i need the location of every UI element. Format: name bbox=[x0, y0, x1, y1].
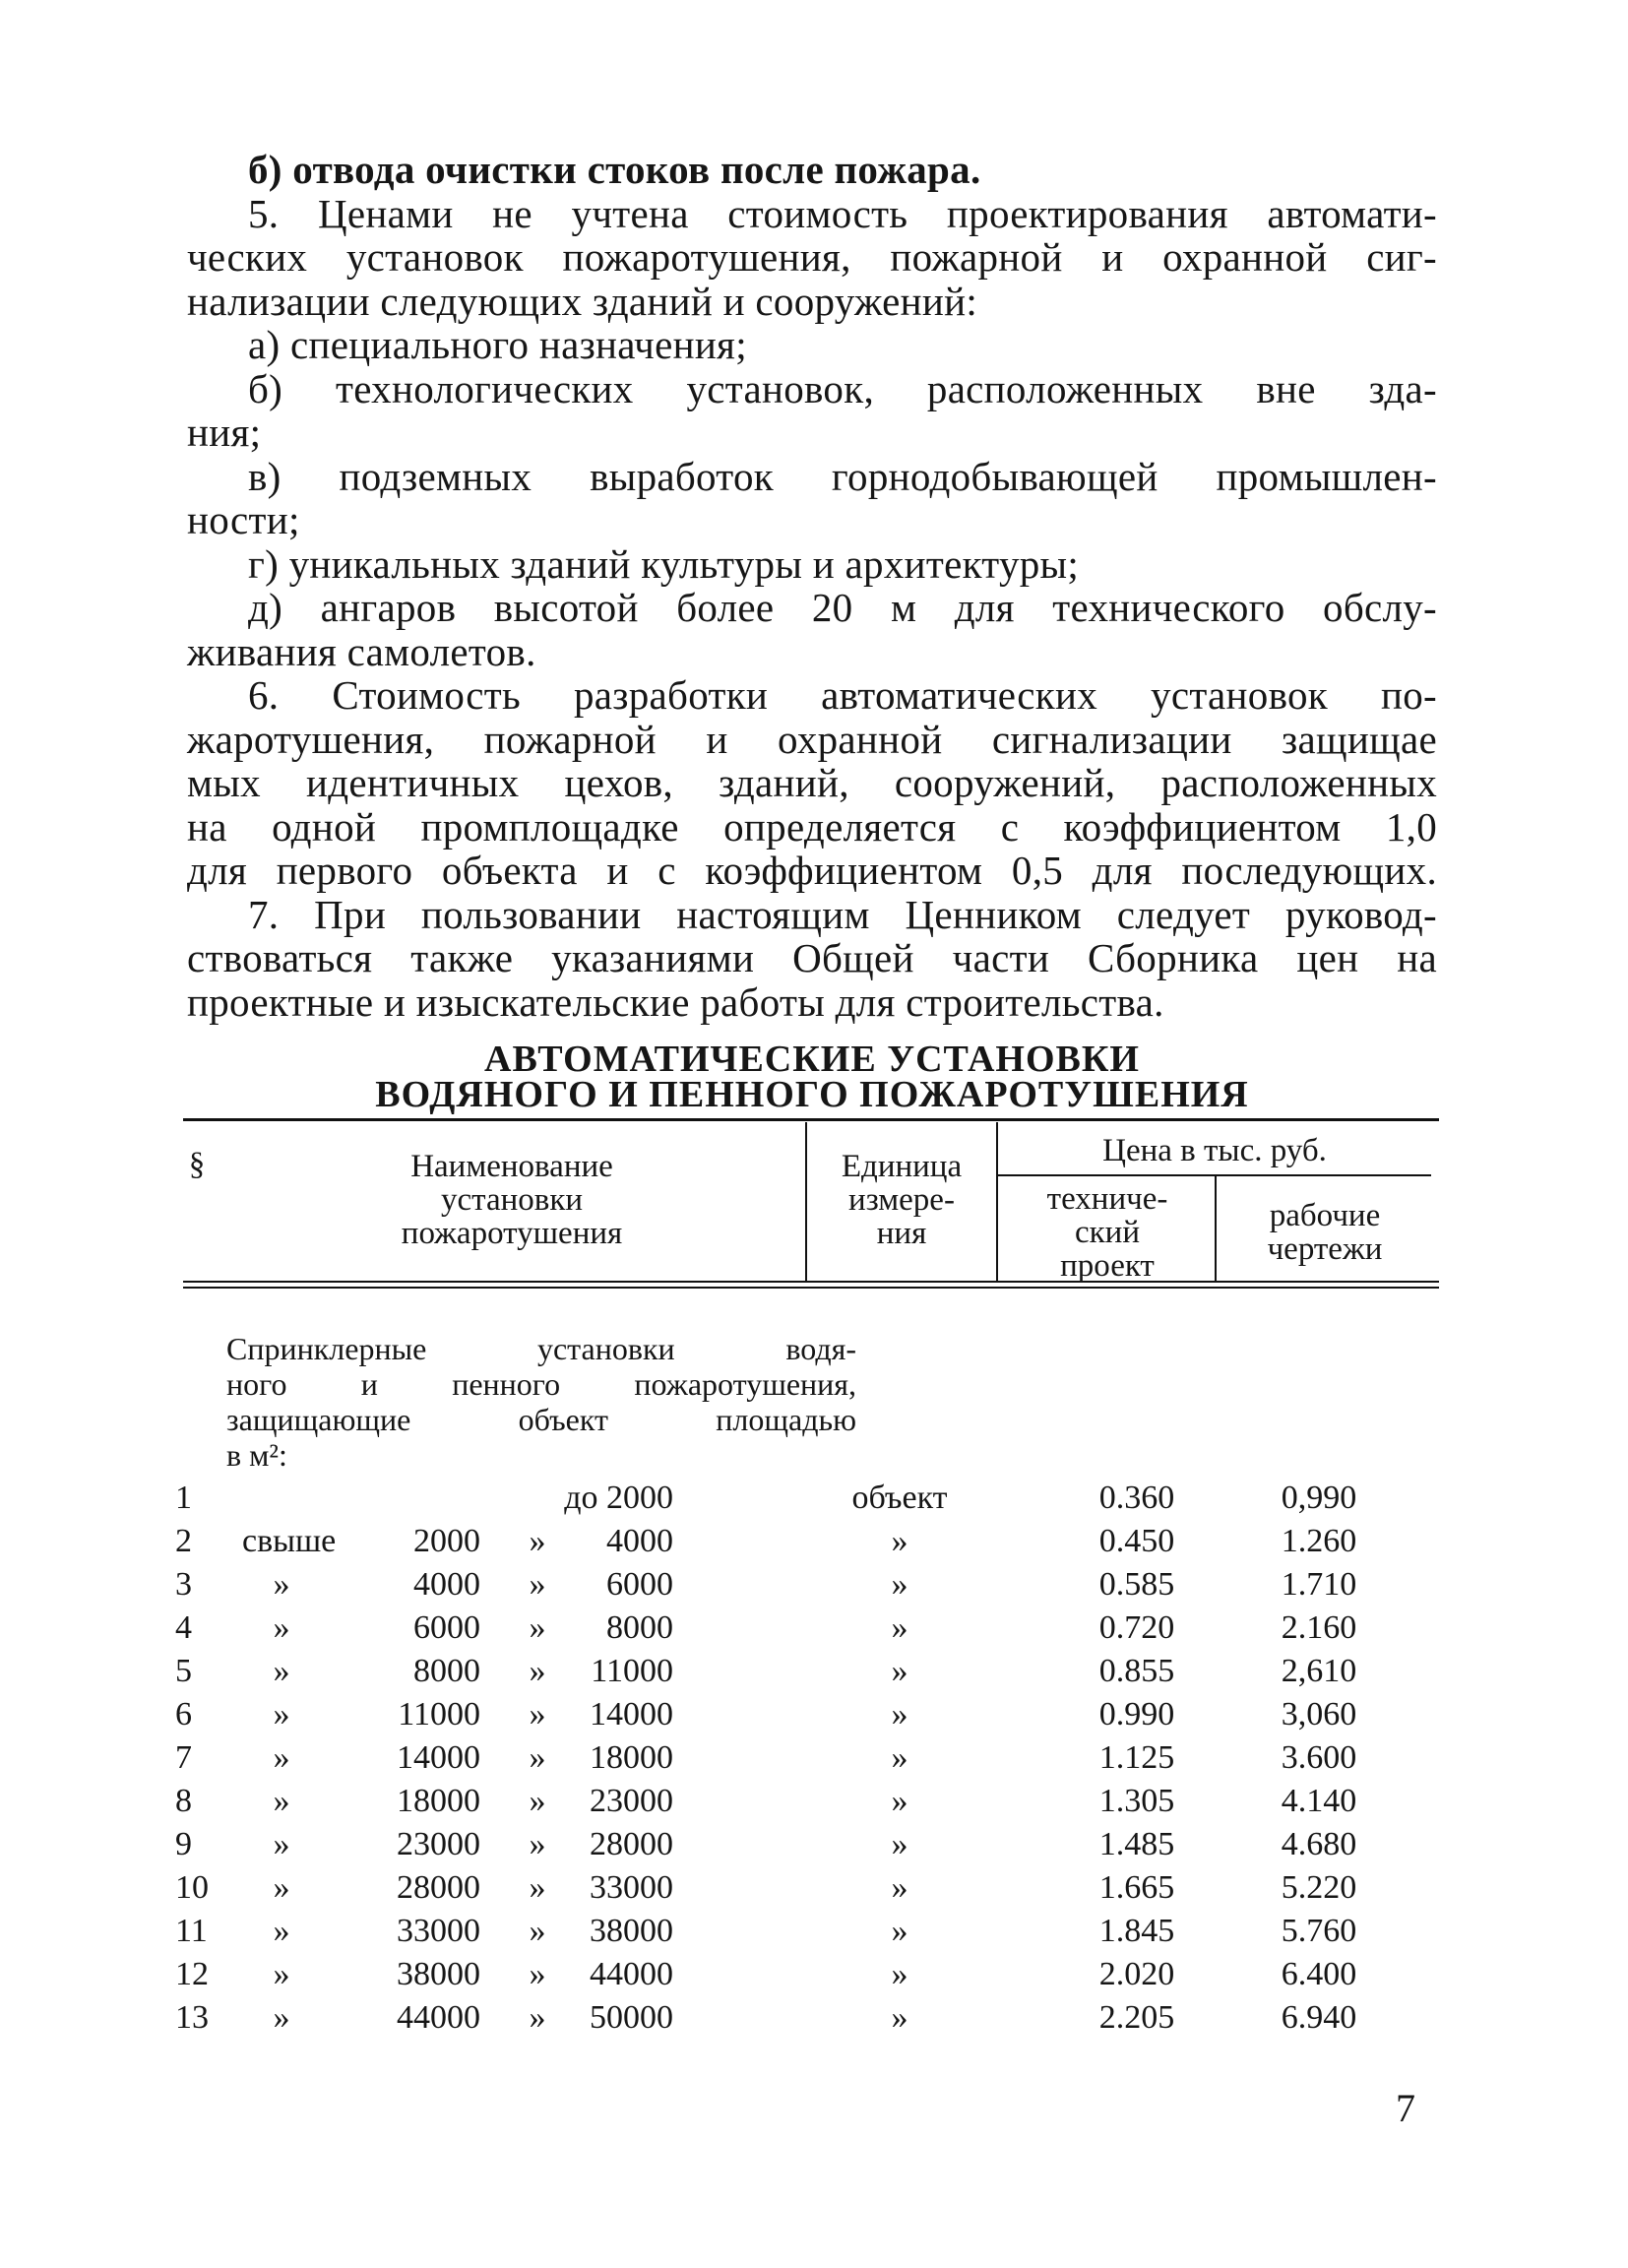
cell-p2: 0,990 bbox=[1281, 1480, 1357, 1516]
header-tech-line: техниче- bbox=[1046, 1181, 1168, 1217]
table-row bbox=[0, 1953, 1628, 1996]
cell-unit: » bbox=[891, 1913, 908, 1949]
table-row bbox=[0, 1780, 1628, 1823]
cell-high: 28000 bbox=[590, 1826, 673, 1862]
body-text bbox=[187, 148, 1437, 1024]
cell-p1: 1.845 bbox=[1098, 1913, 1175, 1949]
cell-p2: 4.140 bbox=[1281, 1783, 1357, 1819]
cell-high: 11000 bbox=[591, 1653, 673, 1689]
paragraph-line: на одной промплощадке определяется с коэффициентом 1,0 bbox=[187, 803, 1437, 850]
cell-high: 50000 bbox=[590, 1999, 673, 2036]
cell-mid: » bbox=[529, 1696, 546, 1732]
cell-p2: 5.220 bbox=[1281, 1869, 1357, 1906]
cell-low: 38000 bbox=[397, 1956, 480, 1992]
cell-high: 8000 bbox=[606, 1609, 673, 1646]
table-row bbox=[0, 1606, 1628, 1650]
cell-n: 9 bbox=[175, 1826, 192, 1862]
cell-n: 8 bbox=[175, 1783, 192, 1819]
cell-from: » bbox=[273, 1739, 290, 1776]
cell-from: » bbox=[273, 1696, 290, 1732]
cell-p2: 4.680 bbox=[1281, 1826, 1357, 1862]
paragraph-line: ности; bbox=[187, 497, 300, 542]
header-name-line: установки bbox=[440, 1182, 584, 1218]
cell-low: 44000 bbox=[397, 1999, 480, 2036]
cell-p1: 1.665 bbox=[1098, 1869, 1175, 1906]
paragraph-line: в) подземных выработок горнодобывающей промышлен- bbox=[248, 453, 1437, 499]
cell-n: 13 bbox=[175, 1999, 209, 2036]
table-header-bottom-rule bbox=[183, 1287, 1439, 1289]
header-work-line: рабочие bbox=[1269, 1198, 1381, 1233]
header-tech bbox=[1000, 1182, 1215, 1283]
cell-p2: 3.600 bbox=[1281, 1739, 1357, 1776]
intro-line: ного и пенного пожаротушения, bbox=[226, 1366, 856, 1402]
table-row bbox=[0, 1910, 1628, 1953]
intro-line: защищающие объект площадью bbox=[226, 1402, 856, 1437]
paragraph-line: 5. Ценами не учтена стоимость проектирования автомати- bbox=[248, 190, 1437, 236]
cell-mid: » bbox=[529, 1653, 546, 1689]
paragraph-line: а) специального назначения; bbox=[248, 322, 747, 367]
cell-n: 1 bbox=[175, 1480, 192, 1516]
cell-n: 12 bbox=[175, 1956, 209, 1992]
cell-n: 10 bbox=[175, 1869, 209, 1906]
header-unit-line: измере- bbox=[848, 1182, 955, 1218]
cell-low: 28000 bbox=[397, 1869, 480, 1906]
cell-mid: » bbox=[529, 1826, 546, 1862]
cell-p1: 2.020 bbox=[1098, 1956, 1175, 1992]
cell-low: 8000 bbox=[413, 1653, 480, 1689]
paragraph-line: нализации следующих зданий и сооружений: bbox=[187, 278, 978, 324]
paragraph-line: живания самолетов. bbox=[187, 628, 536, 674]
cell-from: » bbox=[273, 1653, 290, 1689]
intro-line: Спринклерные установки водя- bbox=[226, 1331, 856, 1366]
cell-unit: » bbox=[891, 1566, 908, 1603]
header-price: Цена в тыс. руб. bbox=[1102, 1133, 1327, 1168]
cell-unit: » bbox=[891, 1523, 908, 1559]
cell-from: » bbox=[273, 1999, 290, 2036]
cell-high: до 2000 bbox=[564, 1480, 673, 1516]
paragraph-line: ния; bbox=[187, 410, 262, 455]
table-row bbox=[0, 1823, 1628, 1866]
cell-high: 23000 bbox=[590, 1783, 673, 1819]
header-name-line: пожаротушения bbox=[401, 1216, 623, 1251]
cell-low: 33000 bbox=[397, 1913, 480, 1949]
cell-n: 11 bbox=[175, 1913, 208, 1949]
cell-mid: » bbox=[529, 1783, 546, 1819]
cell-unit: » bbox=[891, 1653, 908, 1689]
paragraph-line: жаротушения, пожарной и охранной сигнализации защищае bbox=[187, 716, 1437, 762]
section-title-line2: ВОДЯНОГО И ПЕННОГО ПОЖАРОТУШЕНИЯ bbox=[375, 1074, 1249, 1115]
intro-line: в м²: bbox=[226, 1437, 287, 1473]
cell-low: 2000 bbox=[413, 1523, 480, 1559]
cell-from: » bbox=[273, 1826, 290, 1862]
cell-p1: 0.585 bbox=[1098, 1566, 1175, 1603]
cell-p1: 0.855 bbox=[1098, 1653, 1175, 1689]
cell-p1: 1.305 bbox=[1098, 1783, 1175, 1819]
cell-mid: » bbox=[529, 1566, 546, 1603]
cell-from: свыше bbox=[242, 1523, 337, 1559]
cell-n: 7 bbox=[175, 1739, 192, 1776]
table-row bbox=[0, 1520, 1628, 1563]
cell-mid: » bbox=[529, 1999, 546, 2036]
cell-unit: объект bbox=[851, 1480, 948, 1516]
cell-p1: 2.205 bbox=[1098, 1999, 1175, 2036]
table-row bbox=[0, 1996, 1628, 2040]
cell-unit: » bbox=[891, 1826, 908, 1862]
cell-p2: 1.260 bbox=[1281, 1523, 1357, 1559]
cell-from: » bbox=[273, 1913, 290, 1949]
cell-from: » bbox=[273, 1609, 290, 1646]
cell-p2: 6.940 bbox=[1281, 1999, 1357, 2036]
cell-n: 2 bbox=[175, 1523, 192, 1559]
paragraph-line: проектные и изыскательские работы для строительства. bbox=[187, 978, 1164, 1025]
header-work-line: чертежи bbox=[1267, 1231, 1383, 1267]
cell-p2: 5.760 bbox=[1281, 1913, 1357, 1949]
cell-low: 14000 bbox=[397, 1739, 480, 1776]
cell-from: » bbox=[273, 1783, 290, 1819]
table-row bbox=[0, 1563, 1628, 1606]
header-unit bbox=[807, 1150, 996, 1250]
header-tech-line: проект bbox=[1060, 1248, 1155, 1284]
paragraph-line: 6. Стоимость разработки автоматических установок по- bbox=[248, 672, 1437, 718]
cell-high: 6000 bbox=[606, 1566, 673, 1603]
cell-low: 18000 bbox=[397, 1783, 480, 1819]
cell-unit: » bbox=[891, 1999, 908, 2036]
cell-p1: 1.485 bbox=[1098, 1826, 1175, 1862]
paragraph-line: 7. При пользовании настоящим Ценником следует руковод- bbox=[248, 891, 1437, 937]
paragraph-line: для первого объекта и с коэффициентом 0,5 для последующих. bbox=[187, 848, 1437, 893]
cell-mid: » bbox=[529, 1609, 546, 1646]
cell-high: 18000 bbox=[590, 1739, 673, 1776]
paragraph-line: г) уникальных зданий культуры и архитектуры; bbox=[248, 540, 1080, 587]
header-unit-line: Единица bbox=[841, 1149, 963, 1184]
cell-n: 6 bbox=[175, 1696, 192, 1732]
cell-unit: » bbox=[891, 1869, 908, 1906]
cell-mid: » bbox=[529, 1869, 546, 1906]
cell-low: 4000 bbox=[413, 1566, 480, 1603]
cell-n: 5 bbox=[175, 1653, 192, 1689]
cell-from: » bbox=[273, 1956, 290, 1992]
cell-unit: » bbox=[891, 1783, 908, 1819]
cell-from: » bbox=[273, 1869, 290, 1906]
header-tech-line: ский bbox=[1075, 1215, 1140, 1250]
cell-high: 14000 bbox=[590, 1696, 673, 1732]
cell-p2: 2.160 bbox=[1281, 1609, 1357, 1646]
cell-p1: 0.360 bbox=[1098, 1480, 1175, 1516]
paragraph-line: ствоваться также указаниями Общей части Сборника цен на bbox=[187, 935, 1437, 980]
cell-mid: » bbox=[529, 1523, 546, 1559]
header-unit-line: ния bbox=[876, 1216, 927, 1251]
cell-p1: 0.990 bbox=[1098, 1696, 1175, 1732]
table-top-rule bbox=[183, 1118, 1439, 1121]
table-row bbox=[0, 1866, 1628, 1910]
paragraph-line: б) технологических установок, расположенных вне зда- bbox=[248, 365, 1437, 411]
cell-p1: 0.720 bbox=[1098, 1609, 1175, 1646]
cell-from: » bbox=[273, 1566, 290, 1603]
cell-n: 4 bbox=[175, 1609, 192, 1646]
cell-n: 3 bbox=[175, 1566, 192, 1603]
cell-mid: » bbox=[529, 1913, 546, 1949]
cell-p2: 3,060 bbox=[1281, 1696, 1357, 1732]
table-row bbox=[0, 1650, 1628, 1693]
header-name bbox=[295, 1150, 728, 1250]
paragraph-line: ческих установок пожаротушения, пожарной и охранной сиг- bbox=[187, 234, 1437, 280]
paragraph-line: д) ангаров высотой более 20 м для технического обслу- bbox=[248, 585, 1437, 630]
cell-p2: 6.400 bbox=[1281, 1956, 1357, 1992]
cell-unit: » bbox=[891, 1696, 908, 1732]
cell-p2: 1.710 bbox=[1281, 1566, 1357, 1603]
paragraph-line: мых идентичных цехов, зданий, сооружений, расположенных bbox=[187, 760, 1437, 805]
cell-high: 4000 bbox=[606, 1523, 673, 1559]
table-header-bottom-rule bbox=[183, 1281, 1439, 1283]
cell-unit: » bbox=[891, 1956, 908, 1992]
cell-high: 38000 bbox=[590, 1913, 673, 1949]
cell-low: 23000 bbox=[397, 1826, 480, 1862]
cell-p2: 2,610 bbox=[1281, 1653, 1357, 1689]
cell-unit: » bbox=[891, 1739, 908, 1776]
page-number: 7 bbox=[1396, 2086, 1415, 2130]
header-work bbox=[1217, 1199, 1433, 1266]
section-title-line1: АВТОМАТИЧЕСКИЕ УСТАНОВКИ bbox=[484, 1039, 1140, 1080]
cell-unit: » bbox=[891, 1609, 908, 1646]
cell-low: 11000 bbox=[398, 1696, 480, 1732]
cell-high: 44000 bbox=[590, 1956, 673, 1992]
table-row bbox=[0, 1693, 1628, 1736]
cell-p1: 0.450 bbox=[1098, 1523, 1175, 1559]
cell-mid: » bbox=[529, 1739, 546, 1776]
header-num: § bbox=[188, 1147, 206, 1182]
table-body bbox=[0, 1477, 1628, 2040]
cell-low: 6000 bbox=[413, 1609, 480, 1646]
cell-mid: » bbox=[529, 1956, 546, 1992]
table-intro bbox=[226, 1331, 856, 1473]
table-row bbox=[0, 1736, 1628, 1780]
cell-p1: 1.125 bbox=[1098, 1739, 1175, 1776]
paragraph-line: б) отвода очистки стоков после пожара. bbox=[248, 147, 981, 192]
header-name-line: Наименование bbox=[410, 1149, 613, 1184]
cell-high: 33000 bbox=[590, 1869, 673, 1906]
table-row bbox=[0, 1477, 1628, 1520]
